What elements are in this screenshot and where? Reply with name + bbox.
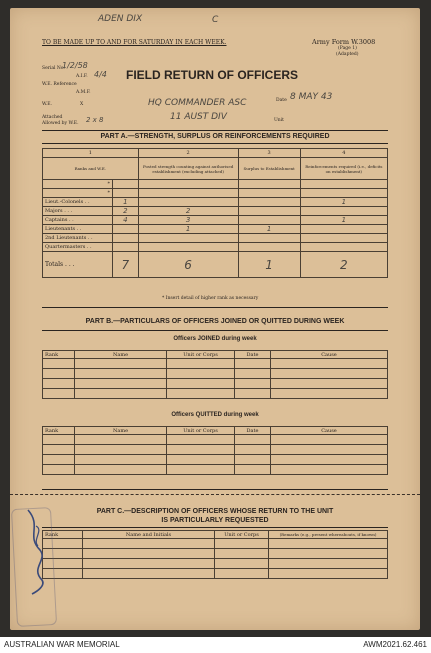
header-ranks: Ranks and W.E. xyxy=(43,158,139,180)
footer-institution: AUSTRALIAN WAR MEMORIAL xyxy=(4,640,120,649)
posted-cell: 2 xyxy=(138,207,238,216)
col-number: 2 xyxy=(138,149,238,158)
table-row xyxy=(43,216,388,225)
footer-accession-number: AWM2021.62.461 xyxy=(363,640,427,649)
unit-label: Unit xyxy=(274,118,284,123)
part-a-footnote: * Insert detail of higher rank as necessary xyxy=(162,296,259,301)
table-row xyxy=(43,445,388,455)
rank-cell: Lieut.-Colonels . . xyxy=(43,198,113,207)
totals-posted: 6 xyxy=(138,252,238,278)
date-value: 8 MAY 43 xyxy=(290,92,333,102)
header-unit: Unit or Corps xyxy=(215,531,269,539)
header-date: Date xyxy=(235,351,271,359)
surplus-cell: 1 xyxy=(238,225,300,234)
rank-cell: Lieutenants . . xyxy=(43,225,113,234)
totals-we: 7 xyxy=(113,252,139,278)
posted-cell xyxy=(138,189,238,198)
header-unit: Unit or Corps xyxy=(167,351,235,359)
table-row xyxy=(43,243,388,252)
part-a-table xyxy=(42,148,388,278)
page-note: (Page 1) xyxy=(338,46,357,51)
reinf-cell xyxy=(300,243,387,252)
rank-cell: Majors . . . xyxy=(43,207,113,216)
header-cause: Cause xyxy=(271,427,388,435)
rank-cell: Captains . . xyxy=(43,216,113,225)
aif-value: 4/4 xyxy=(94,70,107,79)
col-number: 1 xyxy=(43,149,139,158)
header-remarks: (Remarks (e.g., present whereabouts, if known) xyxy=(269,531,388,539)
divider xyxy=(42,143,388,144)
reinf-cell xyxy=(300,207,387,216)
header-rank: Rank xyxy=(43,427,75,435)
posted-cell: 1 xyxy=(138,225,238,234)
adapted-note: (Adapted) xyxy=(336,52,359,57)
serial-label: Serial No. xyxy=(42,66,65,71)
surplus-cell xyxy=(238,234,300,243)
instruction-text: TO BE MADE UP TO AND FOR SATURDAY IN EACH WEEK. xyxy=(42,39,227,46)
header-unit: Unit or Corps xyxy=(167,427,235,435)
allowed-label: Allowed by W.E. xyxy=(42,121,79,126)
aif-label: A.I.F. xyxy=(76,74,88,79)
form-title: FIELD RETURN OF OFFICERS xyxy=(126,68,298,82)
we-cell xyxy=(113,243,139,252)
we-cell xyxy=(113,234,139,243)
table-row xyxy=(43,369,388,379)
header-reinforcements: Reinforcements required (i.e., deficits on establishment) xyxy=(300,158,387,180)
surplus-cell xyxy=(238,207,300,216)
table-row xyxy=(43,539,388,549)
totals-label: Totals . . . xyxy=(43,252,113,278)
posted-cell xyxy=(138,243,238,252)
perforation-line xyxy=(10,494,420,495)
reinf-cell: 1 xyxy=(300,216,387,225)
we-cell: 4 xyxy=(113,216,139,225)
posted-cell xyxy=(138,234,238,243)
surplus-cell xyxy=(238,180,300,189)
attached-label: Attached xyxy=(42,115,63,120)
reinf-cell xyxy=(300,234,387,243)
reinf-cell: 1 xyxy=(300,198,387,207)
table-row xyxy=(43,455,388,465)
posted-cell: 3 xyxy=(138,216,238,225)
divider xyxy=(42,527,388,528)
header-date: Date xyxy=(235,427,271,435)
quitted-title: Officers QUITTED during week xyxy=(171,412,259,418)
totals-row xyxy=(43,252,388,278)
unit-handwritten-line-2: 11 AUST DIV xyxy=(170,112,227,122)
table-row xyxy=(43,389,388,399)
posted-cell xyxy=(138,180,238,189)
surplus-cell xyxy=(238,198,300,207)
col-number: 3 xyxy=(238,149,300,158)
divider xyxy=(42,489,388,490)
header-cause: Cause xyxy=(271,351,388,359)
reinf-cell xyxy=(300,180,387,189)
header-surplus: Surplus to Establishment xyxy=(238,158,300,180)
we-cell xyxy=(113,225,139,234)
surplus-cell xyxy=(238,243,300,252)
table-row xyxy=(43,180,388,189)
header-rank: Rank xyxy=(43,351,75,359)
table-row xyxy=(43,379,388,389)
form-page xyxy=(10,8,420,630)
rank-cell: Quartermasters . . xyxy=(43,243,113,252)
table-row xyxy=(43,549,388,559)
part-c-caption-line-1: PART C.—DESCRIPTION OF OFFICERS WHOSE RETURN TO THE UNIT xyxy=(96,508,334,515)
rank-cell: * xyxy=(43,189,113,198)
table-row xyxy=(43,465,388,475)
we-cell: 1 xyxy=(113,198,139,207)
quitted-table xyxy=(42,426,388,475)
totals-reinf: 2 xyxy=(300,252,387,278)
reinf-cell xyxy=(300,225,387,234)
surplus-cell xyxy=(238,189,300,198)
joined-table xyxy=(42,350,388,399)
we-label: W.E. xyxy=(42,102,52,107)
army-form-number: Army Form W.3008 xyxy=(312,38,376,46)
totals-surplus: 1 xyxy=(238,252,300,278)
header-name: Name xyxy=(75,427,167,435)
divider xyxy=(42,330,388,331)
divider xyxy=(42,130,388,131)
header-posted-strength: Posted strength counting against authorised establishment (excluding attached) xyxy=(138,158,238,180)
divider xyxy=(42,307,388,308)
table-row xyxy=(43,189,388,198)
we-reference-label: W.E. Reference xyxy=(42,82,77,87)
top-letter: C xyxy=(212,15,219,25)
table-row xyxy=(43,359,388,369)
table-row xyxy=(43,435,388,445)
joined-title: Officers JOINED during week xyxy=(173,336,257,342)
table-row xyxy=(43,225,388,234)
part-c-table xyxy=(42,530,388,579)
rank-cell: * xyxy=(43,180,113,189)
header-rank: Rank xyxy=(43,531,83,539)
table-row xyxy=(43,207,388,216)
date-label: Date xyxy=(276,98,287,103)
part-a-caption: PART A.—STRENGTH, SURPLUS OR REINFORCEMENTS REQUIRED xyxy=(100,133,330,140)
allowed-value: 2 x 8 xyxy=(86,116,104,124)
we-cell xyxy=(113,180,139,189)
part-c-caption-line-2: IS PARTICULARLY REQUESTED xyxy=(161,517,269,524)
table-row xyxy=(43,198,388,207)
reinf-cell xyxy=(300,189,387,198)
signature-mark xyxy=(22,506,52,596)
table-row xyxy=(43,234,388,243)
posted-cell xyxy=(138,198,238,207)
header-name: Name xyxy=(75,351,167,359)
table-row xyxy=(43,569,388,579)
table-row xyxy=(43,559,388,569)
we-cell xyxy=(113,189,139,198)
surplus-cell xyxy=(238,216,300,225)
header-name-initials: Name and Initials xyxy=(83,531,215,539)
x-label: X xyxy=(80,102,84,107)
we-cell: 2 xyxy=(113,207,139,216)
rank-cell: 2nd Lieutenants . . xyxy=(43,234,113,243)
amf-label: A.M.F. xyxy=(76,90,91,95)
top-annotation: ADEN DIX xyxy=(98,14,143,24)
part-b-caption: PART B.—PARTICULARS OF OFFICERS JOINED OR QUITTED DURING WEEK xyxy=(85,318,345,325)
serial-value: 1/2/58 xyxy=(62,61,88,70)
unit-handwritten-line-1: HQ COMMANDER ASC xyxy=(148,98,247,108)
col-number: 4 xyxy=(300,149,387,158)
